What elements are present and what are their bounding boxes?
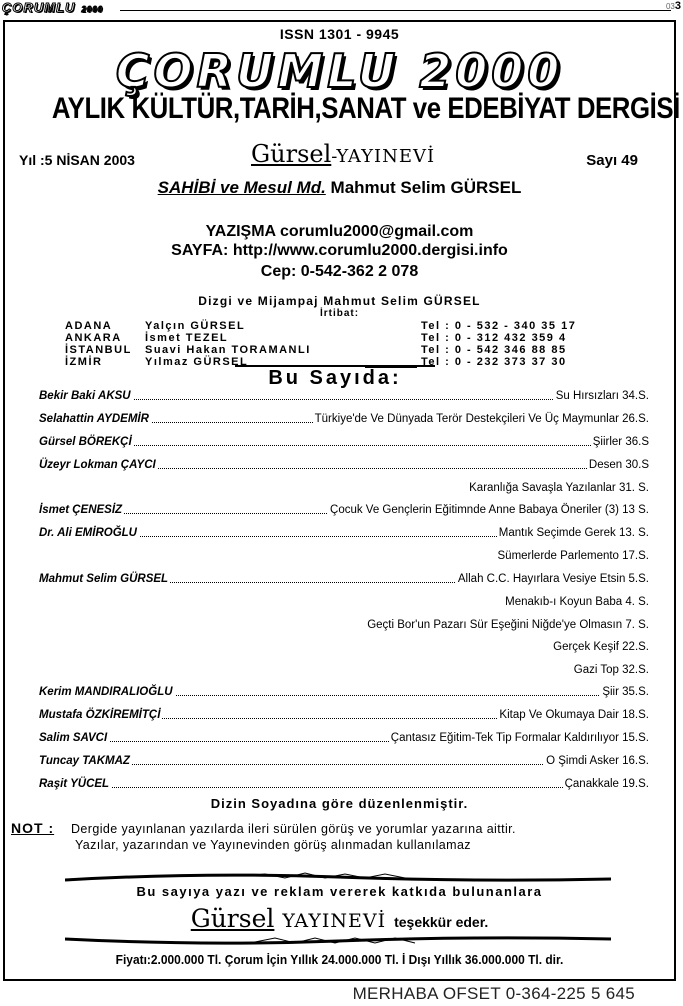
page-frame: ISSN 1301 - 9945 ÇORUMLU 2000 AYLIK KÜLTÜR,TARİH,SANAT ve EDEBİYAT DERGİSİ Yıl :5 NİSAN 2003 Gürsel-YAYINEVİ Sayı 49 SAHİBİ ve Mesul Md. Mahmut Selim GÜRSEL YAZIŞMA corumlu2000@gmail.com SAYFA: http://www.corumlu2000.dergisi.info Cep: 0-542-362 2 078 Dizgi ve Mijampaj Mahmut Selim GÜRSEL İrtibat: ADANA Yalçın GÜRSEL Tel : 0 - 532 - 340 35 17 ANKARA İsmet TEZEL Tel : 0 - 312 432 359 4 İSTANBUL Suavi Hakan TORAMANLI Tel : 0 - 542 346 88 85 İZMİR Yılmaz GÜRSEL Tel : 0 - 232 373 37 30 Bu Sayıda: Bekir Baki AKSU Su Hırsızları 34.S. Selahattin AYDEMİR Türkiye'de Ve Dünyada Terör Destekçileri Ve Üç Maymunlar 26.S. Gürsel BÖREKÇİ Şiirler 36.S Üzeyr Lokman ÇAYCI Desen 30.S Karanlığa Savaşla Yazılanlar 31. S. İsmet ÇENESİZ Çocuk Ve Gençlerin Eğitimnde Anne Babaya Öneriler (3) 13 S. Dr. Ali EMİROĞLU Mantık Seçimde Gerek 13. S. Sümerlerde Parlemento 17.S. Mahmut Selim GÜRSEL Allah C.C. Hayırlara Vesiye Etsin 5.S. Menakıb-ı Koyun Baba 4. S. Geçti Bor'un Pazarı Sür Eşeğini Niğde'ye Olmasın 7. S. Gerçek Keşif 22.S. Gazi Top 32.S. Kerim MANDIRALIOĞLU Şiir 35.S. Mustafa ÖZKİREMİTÇİ Kitap Ve Okumaya Dair 18.S. Salim SAVCI Çantasız Eğitim-Tek Tip Formalar Kaldırılıyor 15.S. Tuncay TAKMAZ O Şimdi Asker 16.S. Raşit YÜCEL Çanakkale 19.S. Dizin Soyadına göre düzenlenmiştir. NOT : Dergide yayınlanan yazılarda ileri sürülen görüş ve yorumlar yazarına aittir. Yazılar, yazarından ve Yayınevinden görüş alınmadan kullanılamaz Bu sayıya yazı ve reklam vererek katkıda bulunanlara Gürsel YAYINEVİ teşekkür eder. Fiyatı:2.000.000 Tl. Çorum İçin Yıllık 24.000.000 Tl. İ Dışı Yıllık 36.000.000 Tl. dir. bbox=[3, 20, 676, 981]
owner-line bbox=[5, 178, 674, 198]
issue-number: Sayı 49 bbox=[586, 152, 638, 169]
running-header bbox=[0, 0, 683, 16]
owner-name: Mahmut Selim GÜRSEL bbox=[330, 178, 522, 197]
toc-entry[interactable]: Menakıb-ı Koyun Baba 4. S. bbox=[505, 596, 649, 608]
publisher-suffix: YAYINEVİ bbox=[282, 910, 387, 932]
publisher-suffix: -YAYINEVİ bbox=[331, 146, 436, 167]
page-number: 033 bbox=[665, 0, 681, 12]
toc-entry[interactable]: Dr. Ali EMİROĞLU Mantık Seçimde Gerek 13. S. bbox=[39, 527, 649, 539]
toc-entry[interactable]: İsmet ÇENESİZ Çocuk Ve Gençlerin Eğitimnde Anne Babaya Öneriler (3) 13 S. bbox=[39, 504, 649, 516]
toc-entry[interactable]: Geçti Bor'un Pazarı Sür Eşeğini Niğde'ye Olmasın 7. S. bbox=[367, 619, 649, 631]
magazine-logo: ÇORUMLU 2000 bbox=[115, 44, 564, 98]
toc-entry[interactable]: Salim SAVCI Çantasız Eğitim-Tek Tip Formalar Kaldırılıyor 15.S. bbox=[39, 732, 649, 744]
toc-entry[interactable]: Tuncay TAKMAZ O Şimdi Asker 16.S. bbox=[39, 755, 649, 767]
owner-label: SAHİBİ ve Mesul Md. bbox=[157, 178, 326, 197]
decorative-swash bbox=[65, 870, 611, 884]
notice-label: NOT : bbox=[11, 820, 55, 836]
index-note: Dizin Soyadına göre düzenlenmiştir. bbox=[210, 796, 469, 811]
layout-credit: Dizgi ve Mijampaj Mahmut Selim GÜRSEL bbox=[198, 294, 481, 308]
magazine-subtitle: AYLIK KÜLTÜR,TARİH,SANAT ve EDEBİYAT DERGİSİ bbox=[51, 92, 680, 125]
printer-credit: MERHABA OFSET 0-364-225 5 645 bbox=[352, 984, 635, 1003]
contents-heading: Bu Sayıda: bbox=[235, 365, 435, 390]
toc-entry[interactable]: Kerim MANDIRALIOĞLU Şiir 35.S. bbox=[39, 686, 649, 698]
notice-line: Dergide yayınlanan yazılarda ileri sürülen görüş ve yorumlar yazarına aittir. bbox=[71, 822, 516, 836]
toc-entry[interactable]: Karanlığa Savaşla Yazılanlar 31. S. bbox=[469, 482, 649, 494]
issue-date: Yıl :5 NİSAN 2003 bbox=[19, 152, 135, 168]
toc-entry[interactable]: Selahattin AYDEMİR Türkiye'de Ve Dünyada Terör Destekçileri Ve Üç Maymunlar 26.S. bbox=[39, 413, 649, 425]
publisher-name: Gürsel bbox=[190, 904, 275, 933]
publisher-wordmark bbox=[251, 140, 435, 168]
toc-entry[interactable]: Mustafa ÖZKİREMİTÇİ Kitap Ve Okumaya Dair 18.S. bbox=[39, 709, 649, 721]
issn: ISSN 1301 - 9945 bbox=[279, 26, 400, 42]
notice-line: Yazılar, yazarından ve Yayınevinden görüş alınmadan kullanılamaz bbox=[75, 838, 471, 852]
toc-entry[interactable]: Gerçek Keşif 22.S. bbox=[553, 641, 649, 653]
toc-entry[interactable]: Üzeyr Lokman ÇAYCI Desen 30.S bbox=[39, 459, 649, 471]
correspondence-email[interactable]: YAZIŞMA corumlu2000@gmail.com bbox=[205, 223, 474, 240]
publisher-name: Gürsel bbox=[251, 140, 332, 168]
website-link[interactable]: SAYFA: http://www.corumlu2000.dergisi.info bbox=[171, 242, 508, 259]
toc-entry[interactable]: Gazi Top 32.S. bbox=[573, 664, 649, 676]
liaison-label: İrtibat: bbox=[319, 308, 360, 319]
toc-entry[interactable]: Mahmut Selim GÜRSEL Allah C.C. Hayırlara Vesiye Etsin 5.S. bbox=[39, 573, 649, 585]
leader-dots bbox=[39, 787, 649, 788]
sponsor-thanks bbox=[5, 904, 674, 933]
thanks-text: teşekkür eder. bbox=[394, 914, 489, 930]
sponsor-line: Bu sayıya yazı ve reklam vererek katkıda bulunanlara bbox=[136, 884, 543, 899]
toc-entry[interactable]: Raşit YÜCEL Çanakkale 19.S. bbox=[39, 778, 649, 790]
toc-entry[interactable]: Gürsel BÖREKÇİ Şiirler 36.S bbox=[39, 436, 649, 448]
running-header-title: ÇORUMLU 2000 bbox=[2, 0, 104, 15]
header-rule bbox=[120, 10, 671, 11]
decorative-swash bbox=[65, 934, 611, 948]
mobile-phone: Cep: 0-542-362 2 078 bbox=[260, 263, 419, 280]
price-line: Fiyatı:2.000.000 Tl. Çorum İçin Yıllık 24.000.000 Tl. İ Dışı Yıllık 36.000.000 Tl. dir. bbox=[115, 952, 564, 967]
toc-entry[interactable]: Bekir Baki AKSU Su Hırsızları 34.S. bbox=[39, 390, 649, 402]
toc-entry[interactable]: Sümerlerde Parlemento 17.S. bbox=[497, 550, 649, 562]
